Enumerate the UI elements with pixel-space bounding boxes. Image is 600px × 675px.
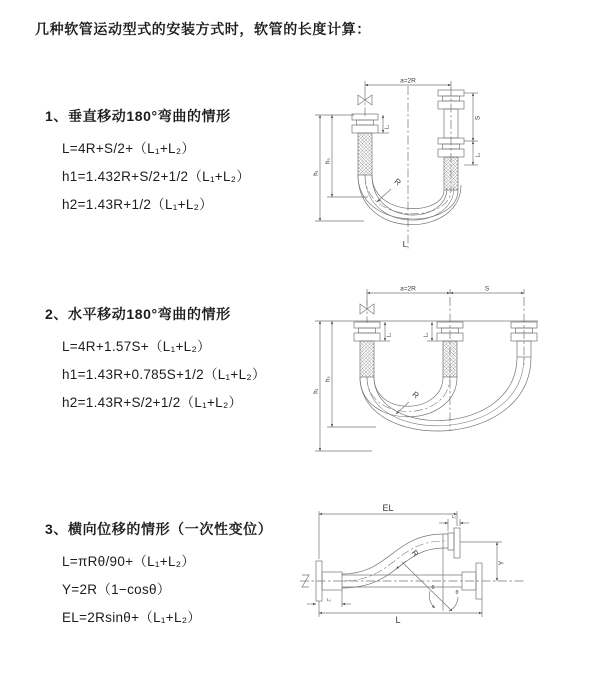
dim-label-h2: h₂ [325,158,332,164]
formula-list [62,135,250,219]
section-heading: 2、水平移动180°弯曲的情形 [45,306,231,322]
dim-label-span: a=2R [400,285,416,293]
section-lateral-displacement [45,519,272,632]
hose-drawing [300,511,524,617]
formula-line: h2=1.43R+S/2+1/2（L₁+L₂） [62,395,243,410]
length-label: L [402,239,408,249]
theta-label: θ [431,585,435,591]
dim-label-y: Y [498,560,506,566]
dim-label-l2: L₂ [451,514,457,519]
section-heading: 3、横向位移的情形（一次性变位） [45,521,273,537]
hose-drawing [315,81,478,250]
radius-label: R [392,176,403,188]
dim-label-h1: h₁ [313,388,320,394]
dim-label-s: S [474,115,482,121]
dim-label-span: a=2R [400,77,416,85]
dim-label-l2: L₂ [475,152,482,158]
formula-line: L=4R+S/2+（L₁+L₂） [62,141,196,156]
theta-label: θ [455,590,459,596]
formula-line: EL=2Rsinθ+（L₁+L₂） [62,610,202,625]
dim-label-h1: h₁ [313,170,320,176]
formula-list [62,333,266,417]
diagram-horizontal-180-bend [310,281,592,463]
formula-line: L=πRθ/90+（L₁+L₂） [62,554,196,569]
diagram-lateral-displacement [296,501,592,641]
section-heading: 1、垂直移动180°弯曲的情形 [45,108,231,124]
formula-line: h2=1.43R+1/2（L₁+L₂） [62,197,213,212]
section-vertical-movement [45,106,250,219]
radius-label: R [409,548,421,559]
dim-label-l1: L₁ [384,124,391,130]
formula-line: L=4R+1.57S+（L₁+L₂） [62,339,211,354]
dim-label-l1: L₁ [326,597,332,602]
dim-label-el: EL [382,503,394,513]
dim-label-s: S [484,285,490,293]
formula-line: h1=1.432R+S/2+1/2（L₁+L₂） [62,169,251,184]
formula-line: Y=2R（1−cosθ） [62,582,171,597]
section-horizontal-movement [45,304,266,417]
formula-line: h1=1.43R+0.785S+1/2（L₁+L₂） [62,367,266,382]
page-title: 几种软管运动型式的安装方式时，软管的长度计算： [35,21,371,37]
dim-label-l2: L₂ [423,332,430,338]
formula-list [62,548,272,632]
dim-label-l: L [395,615,401,625]
dim-label-h2: h₂ [325,376,332,382]
radius-label: R [410,389,421,401]
dim-label-l1: L₁ [386,332,393,338]
hose-drawing [315,289,538,451]
diagram-vertical-180-bend [310,70,580,258]
